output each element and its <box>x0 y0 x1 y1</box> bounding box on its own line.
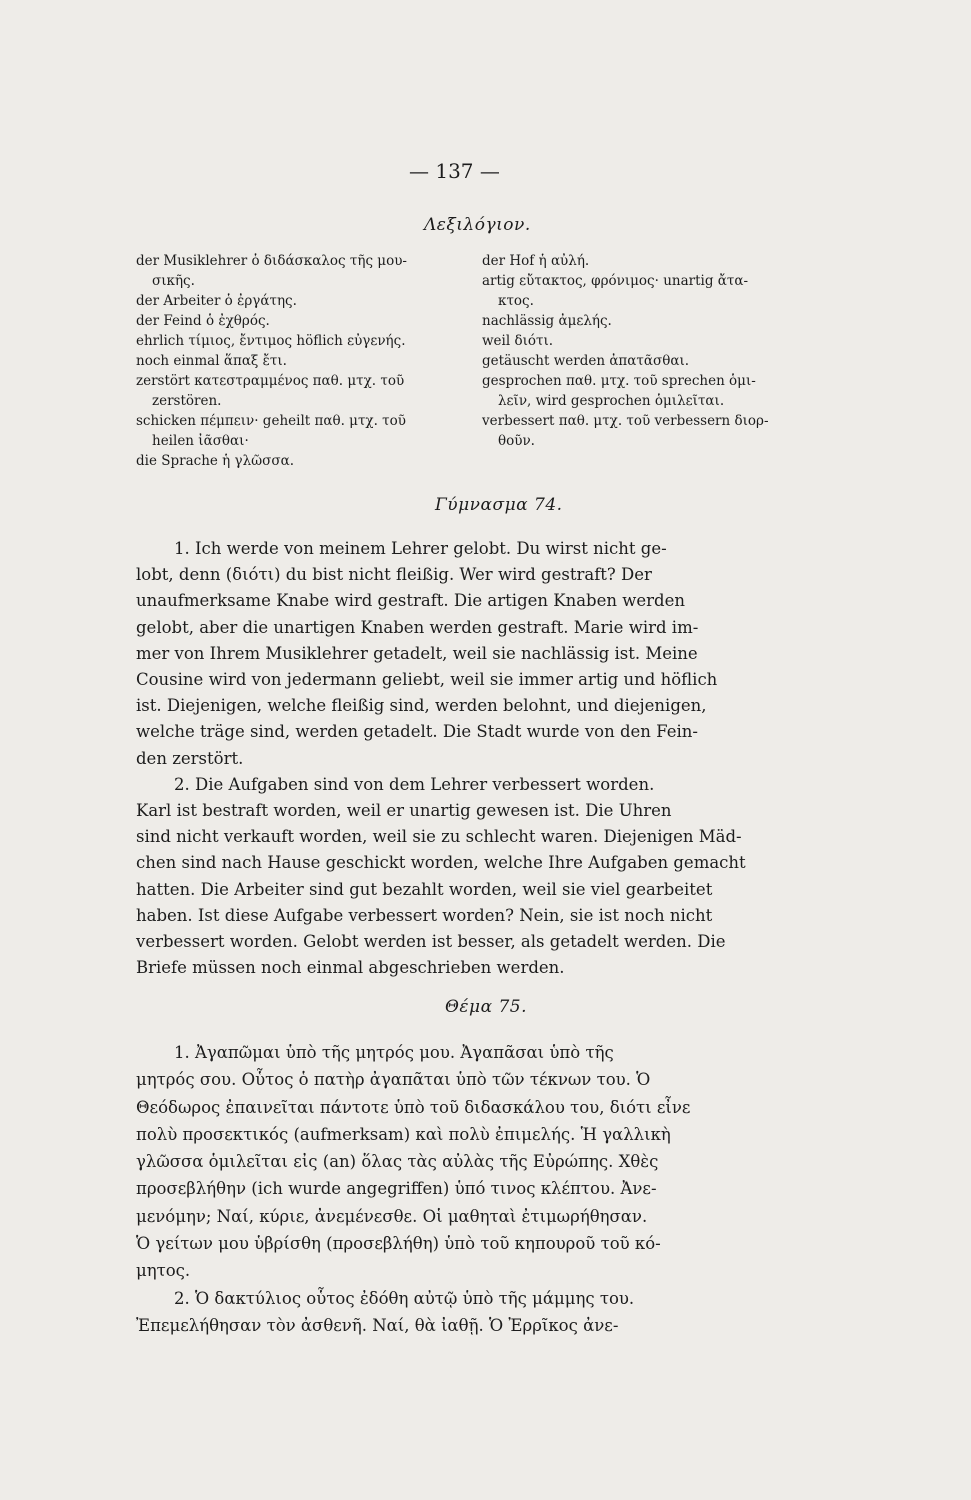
text-line: sind nicht verkauft worden, weil sie zu schlecht waren. Diejenigen Mäd- <box>136 827 742 847</box>
exercise-74-title: Γύμνασμα 74. <box>435 495 563 515</box>
text-line: ist. Diejenigen, welche fleißig sind, werden belohnt, und diejenigen, <box>136 696 707 716</box>
vocab-entry: gesprochen παθ. μτχ. τοῦ sprechen ὁμι- <box>482 373 756 389</box>
text-line: προσεβλήθην (ich wurde angegriffen) ὑπό τινος κλέπτου. Ἀνε- <box>136 1179 657 1199</box>
text-line: 2. Ὁ δακτύλιος οὗτος ἐδόθη αὐτῷ ὑπὸ τῆς μάμμης του. <box>174 1288 635 1308</box>
vocab-entry: der Musiklehrer ὁ διδάσκαλος τῆς μου- <box>136 253 407 269</box>
text-line: den zerstört. <box>136 748 244 768</box>
text-line: Cousine wird von jedermann geliebt, weil sie immer artig und höflich <box>136 670 718 690</box>
text-line: haben. Ist diese Aufgabe verbessert worden? Nein, sie ist noch nicht <box>136 905 713 925</box>
text-line: 1. Ἀγαπῶμαι ὑπὸ τῆς μητρός μου. Ἀγαπᾶσαι ὑπὸ τῆς <box>174 1043 614 1062</box>
text-line: μητος. <box>136 1261 191 1281</box>
vocab-entry: weil διότι. <box>482 333 554 349</box>
vocab-entry: artig εὔτακτος, φρόνιμος· unartig ἄτα- <box>482 273 749 289</box>
text-line: 1. Ich werde von meinem Lehrer gelobt. Du wirst nicht ge- <box>174 539 667 558</box>
vocab-entry: θοῦν. <box>498 433 535 449</box>
lexicon-heading: Λεξιλόγιον. <box>424 215 531 235</box>
theme-75-text <box>136 1039 816 1339</box>
vocab-entry: λεῖν, wird gesprochen ὁμιλεῖται. <box>498 393 725 409</box>
vocab-entry: heilen ἰᾶσθαι· <box>152 433 249 449</box>
vocab-left-column <box>136 251 446 471</box>
text-line: chen sind nach Hause geschickt worden, welche Ihre Aufgaben gemacht <box>136 853 746 873</box>
text-line: Θεόδωρος ἐπαινεῖται πάντοτε ὑπὸ τοῦ διδασκάλου του, διότι εἶνε <box>136 1097 691 1117</box>
vocab-entry: der Feind ὁ ἐχθρός. <box>136 313 270 329</box>
text-line: gelobt, aber die unartigen Knaben werden gestraft. Marie wird im- <box>136 617 699 637</box>
vocab-right-column <box>482 251 812 451</box>
text-line: welche träge sind, werden getadelt. Die Stadt wurde von den Fein- <box>136 722 698 742</box>
text-line: verbessert worden. Gelobt werden ist besser, als getadelt werden. Die <box>136 932 726 952</box>
vocab-entry: κτος. <box>498 293 534 309</box>
text-line: γλῶσσα ὁμιλεῖται εἰς (an) ὅλας τὰς αὐλὰς τῆς Εὐρώπης. Χθὲς <box>136 1152 659 1172</box>
text-line: mer von Ihrem Musiklehrer getadelt, weil sie nachlässig ist. Meine <box>136 643 698 663</box>
vocab-entry: σικῆς. <box>152 273 195 289</box>
text-line: μητρός σου. Οὗτος ὁ πατὴρ ἀγαπᾶται ὑπὸ τῶν τέκνων του. Ὁ <box>136 1070 651 1090</box>
vocab-entry: die Sprache ἡ γλῶσσα. <box>136 453 295 469</box>
vocab-entry: ehrlich τίμιος, ἔντιμος höflich εὐγενής. <box>136 333 406 349</box>
text-line: lobt, denn (διότι) du bist nicht fleißig. Wer wird gestraft? Der <box>136 565 652 585</box>
exercise-74-text <box>136 536 816 981</box>
text-line: Karl ist bestraft worden, weil er unartig gewesen ist. Die Uhren <box>136 801 672 821</box>
vocab-entry: verbessert παθ. μτχ. τοῦ verbessern διορ- <box>482 413 769 429</box>
vocab-entry: zerstören. <box>152 393 222 409</box>
vocab-entry: getäuscht werden ἀπατᾶσθαι. <box>482 353 690 369</box>
vocab-entry: nachlässig ἀμελής. <box>482 313 612 329</box>
text-line: πολὺ προσεκτικός (aufmerksam) καὶ πολὺ ἐπιμελής. Ἡ γαλλικὴ <box>136 1124 671 1144</box>
text-line: hatten. Die Arbeiter sind gut bezahlt worden, weil sie viel gearbeitet <box>136 879 713 899</box>
vocab-entry: zerstört κατεστραμμένος παθ. μτχ. τοῦ <box>136 373 405 389</box>
vocab-entry: schicken πέμπειν· geheilt παθ. μτχ. τοῦ <box>136 413 406 429</box>
text-line: unaufmerksame Knabe wird gestraft. Die artigen Knaben werden <box>136 591 685 611</box>
page-number: — 137 — <box>409 159 500 183</box>
vocab-entry: der Hof ἡ αὐλή. <box>482 253 590 269</box>
vocab-entry: der Arbeiter ὁ ἐργάτης. <box>136 293 297 309</box>
theme-75-title: Θέμα 75. <box>445 997 528 1017</box>
text-line: Ὁ γείτων μου ὑβρίσθη (προσεβλήθη) ὑπὸ τοῦ κηπουροῦ τοῦ κό- <box>136 1234 661 1254</box>
vocab-entry: noch einmal ἅπαξ ἔτι. <box>136 353 287 369</box>
text-line: Briefe müssen noch einmal abgeschrieben werden. <box>136 958 565 978</box>
text-line: 2. Die Aufgaben sind von dem Lehrer verbessert worden. <box>174 774 655 794</box>
text-line: μενόμην; Ναί, κύριε, ἀνεμένεσθε. Οἱ μαθηταὶ ἐτιμωρήθησαν. <box>136 1206 648 1226</box>
text-line: Ἐπεμελήθησαν τὸν ἀσθενῆ. Ναί, θὰ ἰαθῇ. Ὁ Ἐρρῖκος ἀνε- <box>136 1315 619 1335</box>
